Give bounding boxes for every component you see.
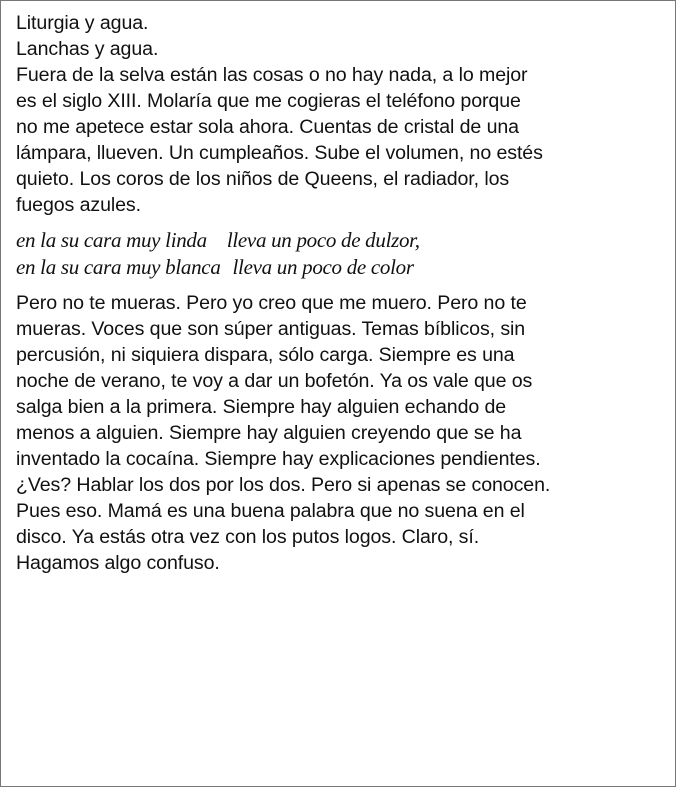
opening-lines — [16, 10, 661, 62]
text-line: menos a alguien. Siempre hay alguien creyendo que se ha — [16, 422, 522, 444]
text-line: inventado la cocaína. Siempre hay explicaciones pendientes. — [16, 448, 541, 470]
text-line: ¿Ves? Hablar los dos por los dos. Pero si apenas se conocen. — [16, 474, 551, 496]
text-line: mueras. Voces que son súper antiguas. Temas bíblicos, sin — [16, 318, 526, 340]
text-line: Hagamos algo confuso. — [16, 552, 220, 574]
text-line: no me apetece estar sola ahora. Cuentas de cristal de una — [16, 116, 519, 138]
text-line: Pues eso. Mamá es una buena palabra que no suena en el — [16, 500, 525, 522]
opening-line: Liturgia y agua. — [16, 12, 149, 34]
text-line: noche de verano, te voy a dar un bofetón. Ya os vale que os — [16, 370, 533, 392]
paragraph-1 — [16, 62, 661, 218]
verse-left: en la su cara muy linda — [16, 228, 207, 252]
text-line: salga bien a la primera. Siempre hay alguien echando de — [16, 396, 507, 418]
verse-couplet — [16, 227, 661, 281]
verse-line — [16, 254, 661, 281]
verse-right: lleva un poco de dulzor, — [226, 228, 420, 252]
text-line: lámpara, llueven. Un cumpleaños. Sube el volumen, no estés — [16, 142, 543, 164]
verse-left: en la su cara muy blanca — [16, 255, 221, 279]
verse-right: lleva un poco de color — [232, 255, 414, 279]
text-line: Fuera de la selva están las cosas o no hay nada, a lo mejor — [16, 64, 528, 86]
paragraph-2 — [16, 290, 661, 576]
verse-line — [16, 227, 661, 254]
opening-line: Lanchas y agua. — [16, 38, 159, 60]
text-line: fuegos azules. — [16, 194, 141, 216]
text-line: disco. Ya estás otra vez con los putos logos. Claro, sí. — [16, 526, 480, 548]
text-line: percusión, ni siquiera dispara, sólo carga. Siempre es una — [16, 344, 515, 366]
text-line: quieto. Los coros de los niños de Queens, el radiador, los — [16, 168, 510, 190]
text-line: es el siglo XIII. Molaría que me cogieras el teléfono porque — [16, 90, 521, 112]
text-line: Pero no te mueras. Pero yo creo que me muero. Pero no te — [16, 292, 527, 314]
